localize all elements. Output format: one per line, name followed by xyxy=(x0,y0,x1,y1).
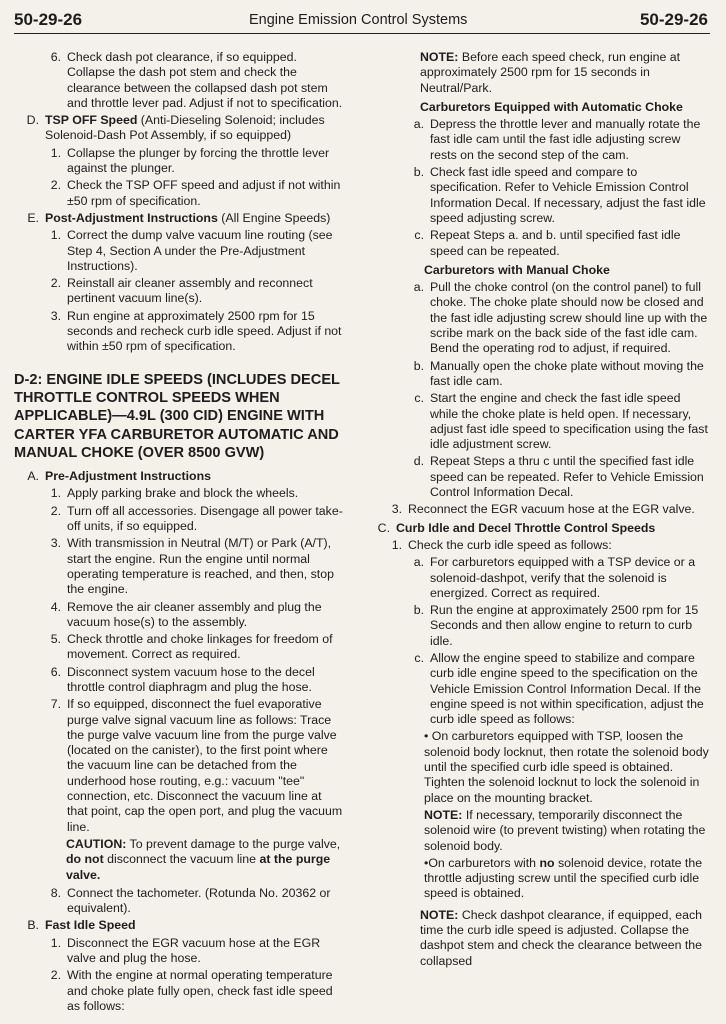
list-item: c. Start the engine and check the fast idle speed while the choke plate is held open. If necessary, adjust fast idle speed to specification using the fast idle adjustment screw. xyxy=(414,391,708,452)
list-item: 6. Disconnect system vacuum hose to the decel throttle control diaphragm and plug the hose. xyxy=(50,664,315,694)
list-item: 5. Check throttle and choke linkages for freedom of movement. Correct as required. xyxy=(50,632,333,662)
header-rule xyxy=(14,33,710,34)
page-header xyxy=(0,0,726,40)
list-item: b. Check fast idle speed and compare to specification. Refer to Vehicle Emission Control Information Decal. If necessary, adjust the fast idle speed adjusting screw. xyxy=(413,165,706,225)
section-title: D-2: ENGINE IDLE SPEEDS (INCLUDES DECEL THROTTLE CONTROL SPEEDS WHEN APPLICABLE)—4.9L (300 CID) ENGINE WITH CARTER YFA CARBURETOR AUTOMATIC AND MANUAL CHOKE (OVER 8500 GVW) xyxy=(14,371,340,461)
section-e-heading: E. Post-Adjustment Instructions (All Engine Speeds) xyxy=(27,210,331,225)
caution-note: CAUTION: To prevent damage to the purge valve, do not disconnect the vacuum line at the purge valve. xyxy=(66,836,341,882)
list-item: a. For carburetors equipped with a TSP device or a solenoid-dashpot, verify that the solenoid is energized. Correct as required. xyxy=(413,555,696,600)
list-item: 3. Run engine at approximately 2500 rpm for 15 seconds and recheck curb idle speed. Adjust if not within ±50 rpm of specification. xyxy=(50,308,342,354)
page-number-left: 50-29-26 xyxy=(14,10,83,29)
left-column xyxy=(14,50,345,1016)
list-item: b. Run the engine at approximately 2500 rpm for 15 Seconds and then allow engine to return to curb idle. xyxy=(413,603,699,648)
list-item: 4. Remove the air cleaner assembly and plug the vacuum hose(s) to the assembly. xyxy=(50,599,322,629)
list-item: 7. If so equipped, disconnect the fuel evaporative purge valve signal vacuum line as follows: Trace the purge valve vacuum line from the purge valve (located on the canister), to the first point where the vacuum line can be detached from the underhood hose routing, e.g.: vacuum "tee" connection, etc. Disconnect the vacuum line at that point, cap the open port, and plug the vacuum line. xyxy=(50,697,343,834)
list-item: a. Pull the choke control (on the control panel) to full choke. The choke plate should now be closed and the fast idle adjusting screw should line up with the scribe mark on the back side of the fast idle cam. Bend the operating rod to adjust, if required. xyxy=(413,280,708,356)
list-item: 1. Disconnect the EGR vacuum hose at the EGR valve and plug the hose. xyxy=(50,935,321,966)
subheading-manual-choke: Carburetors with Manual Choke xyxy=(424,262,610,277)
list-item: 2. Turn off all accessories. Disengage all power take-off units, if so equipped. xyxy=(50,503,343,534)
list-item: b. Manually open the choke plate without moving the fast idle cam. xyxy=(413,358,704,388)
list-item: 2. Reinstall air cleaner assembly and reconnect pertinent vacuum line(s). xyxy=(50,276,313,306)
page-title: Engine Emission Control Systems xyxy=(249,12,468,28)
list-item: d. Repeat Steps a thru c until the specified fast idle speed can be repeated. Refer to Vehicle Emission Control Information Decal. xyxy=(413,454,704,500)
list-item: c. Allow the engine speed to stabilize and compare curb idle engine speed to the specification on the Vehicle Emission Control Information Decal. If the engine speed is not within specification, adjust the curb idle speed as follows: xyxy=(414,650,704,727)
list-item: 2. With the engine at normal operating temperature and choke plate fully open, check fast idle speed as follows: xyxy=(50,968,333,1013)
list-item: c. Repeat Steps a. and b. until specified fast idle speed can be repeated. xyxy=(414,228,681,258)
list-item: 6. Check dash pot clearance, if so equipped. Collapse the dash pot stem and check the clearance between the collapsed dash pot stem and throttle lever pad. Adjust if not to specification. xyxy=(50,50,343,110)
list-item: 1. Apply parking brake and block the wheels. xyxy=(50,486,299,501)
section-b-heading: B. Fast Idle Speed xyxy=(27,918,136,933)
right-column xyxy=(368,50,710,972)
page-number-right: 50-29-26 xyxy=(639,10,708,29)
list-item: 2. Check the TSP OFF speed and adjust if not within ±50 rpm of specification. xyxy=(50,178,341,208)
list-item: 1. Collapse the plunger by forcing the throttle lever against the plunger. xyxy=(50,145,330,176)
section-a-heading: A. Pre-Adjustment Instructions xyxy=(27,469,211,484)
list-item: 3. With transmission in Neutral (M/T) or Park (A/T), start the engine. Run the engine until normal operating temperature is reached, and then, stop the engine. xyxy=(50,536,334,597)
subheading-automatic-choke: Carburetors Equipped with Automatic Choke xyxy=(420,99,683,114)
list-item: 1. Correct the dump valve vacuum line routing (see Step 4, Section A under the Pre-Adjustment Instructions). xyxy=(50,228,333,273)
note-dashpot-clearance: NOTE: Check dashpot clearance, if equipped, each time the curb idle speed is adjusted. Collapse the dashpot stem and check the clearance between the collapsed xyxy=(420,907,703,968)
list-item: 3. Reconnect the EGR vacuum hose at the EGR valve. xyxy=(391,502,695,517)
list-item: 1. Check the curb idle speed as follows: xyxy=(391,537,612,552)
note-before-speed-check: NOTE: Before each speed check, run engine at approximately 2500 rpm for 15 seconds in Neutral/Park. xyxy=(420,50,681,95)
section-c-heading: C. Curb Idle and Decel Throttle Control Speeds xyxy=(377,520,656,535)
bullet-tsp-instructions: • On carburetors equipped with TSP, loosen the solenoid body locknut, then rotate the solenoid body until the specified curb idle speed is obtained. Tighten the solenoid locknut to lock the solenoid in place on the mounting bracket. xyxy=(424,729,709,805)
bullet-no-solenoid: •On carburetors with no solenoid device, rotate the throttle adjusting screw until the specified curb idle speed is obtained. xyxy=(424,855,703,901)
note-solenoid-wire: NOTE: If necessary, temporarily disconnect the solenoid wire (to prevent twisting) when rotating the solenoid body. xyxy=(424,807,706,853)
section-d-heading: D. TSP OFF Speed (Anti-Dieseling Solenoid; includes Solenoid-Dash Pot Assembly, if so equipped) xyxy=(26,113,325,143)
list-item: a. Depress the throttle lever and manually rotate the fast idle cam until the fast idle adjusting screw rests on the second step of the cam. xyxy=(413,117,701,162)
list-item: 8. Connect the tachometer. (Rotunda No. 20362 or equivalent). xyxy=(50,885,331,916)
